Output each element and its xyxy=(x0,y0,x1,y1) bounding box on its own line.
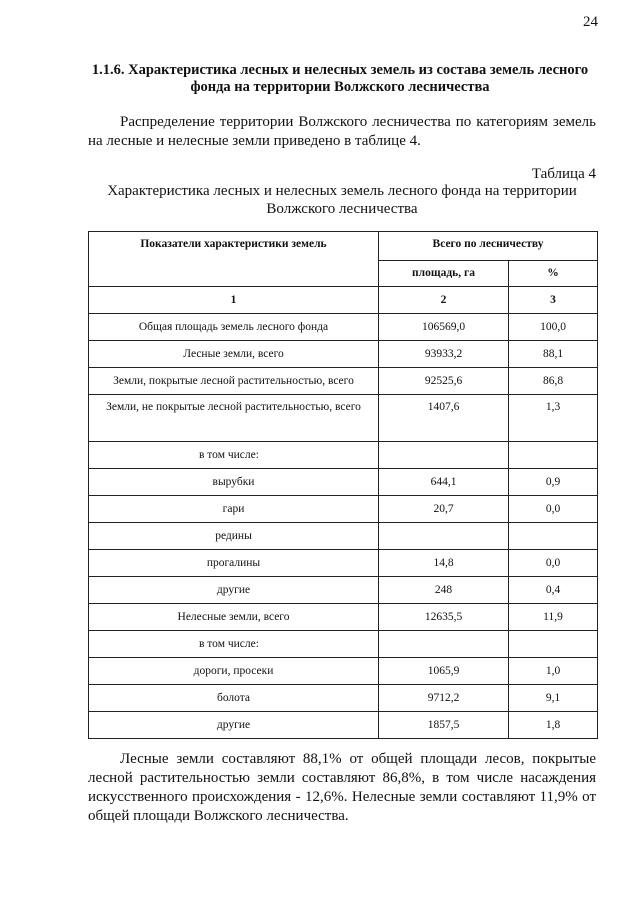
table-cell-area: 20,7 xyxy=(379,496,509,523)
table-cell-percent xyxy=(509,523,598,550)
table-cell-percent: 100,0 xyxy=(509,314,598,341)
table-cell-label: прогалины xyxy=(89,550,379,577)
table-row xyxy=(89,604,598,631)
table-cell-percent: 9,1 xyxy=(509,685,598,712)
section-heading: 1.1.6. Характеристика лесных и нелесных земель из состава земель лесного фонда на территории Волжского лесничества xyxy=(91,62,589,95)
table-cell-label: Общая площадь земель лесного фонда xyxy=(89,314,379,341)
table-cell-area: 1407,6 xyxy=(379,395,509,442)
table-row xyxy=(89,658,598,685)
table-row xyxy=(89,685,598,712)
table-cell-percent xyxy=(509,631,598,658)
table-row xyxy=(89,395,598,442)
table-cell-area: 92525,6 xyxy=(379,368,509,395)
table-cell-area: 248 xyxy=(379,577,509,604)
table-cell-percent: 0,4 xyxy=(509,577,598,604)
table-row xyxy=(89,341,598,368)
conclusion-paragraph: Лесные земли составляют 88,1% от общей площади лесов, покрытые лесной растительностью земли составляют 86,8%, в том числе насаждения искусственного происхождения - 12,6%. Нелесные земли составляют 11,9% от общей площади Волжского лесничества. xyxy=(88,751,596,824)
table-cell-label: гари xyxy=(89,496,379,523)
header-indicators: Показатели характеристики земель xyxy=(89,232,379,287)
table-cell-percent: 0,9 xyxy=(509,469,598,496)
table-row xyxy=(89,577,598,604)
table-cell-area: 14,8 xyxy=(379,550,509,577)
table-cell-area xyxy=(379,442,509,469)
table-cell-label: другие xyxy=(89,712,379,739)
table-row xyxy=(89,368,598,395)
table-cell-label: Лесные земли, всего xyxy=(89,341,379,368)
table-row xyxy=(89,631,598,658)
table-cell-area: 106569,0 xyxy=(379,314,509,341)
column-number-3: 3 xyxy=(509,287,598,314)
table-row xyxy=(89,523,598,550)
table-cell-label: в том числе: xyxy=(89,631,379,658)
header-area: площадь, га xyxy=(379,261,509,287)
table-cell-label: вырубки xyxy=(89,469,379,496)
land-characteristics-table xyxy=(88,231,598,739)
table-cell-label: болота xyxy=(89,685,379,712)
table-row xyxy=(89,314,598,341)
table-cell-area: 1857,5 xyxy=(379,712,509,739)
column-number-2: 2 xyxy=(379,287,509,314)
table-cell-percent: 0,0 xyxy=(509,496,598,523)
table-row xyxy=(89,442,598,469)
table-cell-percent: 86,8 xyxy=(509,368,598,395)
header-percent: % xyxy=(509,261,598,287)
table-cell-percent: 88,1 xyxy=(509,341,598,368)
table-cell-label: Нелесные земли, всего xyxy=(89,604,379,631)
table-cell-area: 93933,2 xyxy=(379,341,509,368)
table-cell-label: в том числе: xyxy=(89,442,379,469)
table-cell-label: дороги, просеки xyxy=(89,658,379,685)
table-cell-percent: 1,8 xyxy=(509,712,598,739)
table-cell-area xyxy=(379,631,509,658)
table-cell-area: 644,1 xyxy=(379,469,509,496)
table-cell-area: 9712,2 xyxy=(379,685,509,712)
table-cell-area: 1065,9 xyxy=(379,658,509,685)
table-cell-percent: 1,3 xyxy=(509,395,598,442)
table-cell-area: 12635,5 xyxy=(379,604,509,631)
table-caption: Характеристика лесных и нелесных земель лесного фонда на территории Волжского лесничества xyxy=(107,183,577,217)
table-cell-percent: 11,9 xyxy=(509,604,598,631)
table-cell-percent: 1,0 xyxy=(509,658,598,685)
intro-paragraph: Распределение территории Волжского лесничества по категориям земель на лесные и нелесные земли приведено в таблице 4. xyxy=(88,114,596,149)
table-cell-label: другие xyxy=(89,577,379,604)
page-number: 24 xyxy=(583,14,598,30)
table-cell-percent: 0,0 xyxy=(509,550,598,577)
table-row xyxy=(89,712,598,739)
table-label: Таблица 4 xyxy=(531,166,596,182)
header-total-forestry: Всего по лесничеству xyxy=(379,232,598,261)
table-cell-label: Земли, покрытые лесной растительностью, всего xyxy=(89,368,379,395)
table-cell-label: редины xyxy=(89,523,379,550)
table-row xyxy=(89,496,598,523)
column-number-1: 1 xyxy=(89,287,379,314)
table-row xyxy=(89,469,598,496)
table-cell-percent xyxy=(509,442,598,469)
table-row xyxy=(89,550,598,577)
table-cell-label: Земли, не покрытые лесной растительностью, всего xyxy=(89,395,379,442)
table-cell-area xyxy=(379,523,509,550)
